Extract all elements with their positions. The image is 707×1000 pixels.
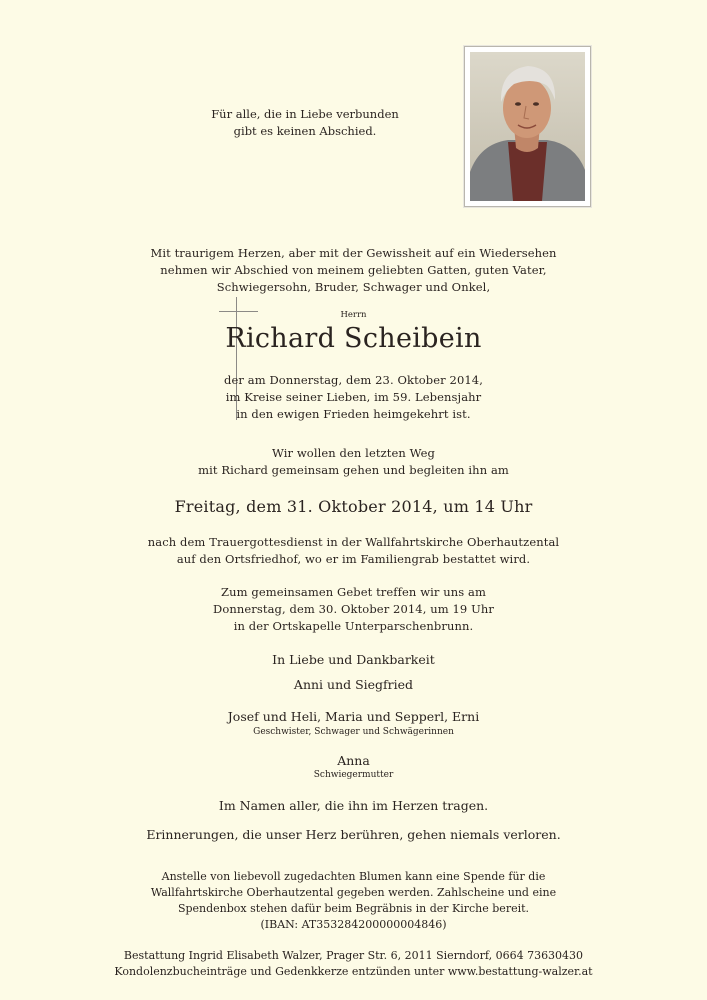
motto-line: gibt es keinen Abschied. xyxy=(233,124,377,138)
death-line: der am Donnerstag, dem 23. Oktober 2014, xyxy=(224,373,483,387)
donation-line: Wallfahrtskirche Oberhautzental gegeben werden. Zahlscheine und eine xyxy=(150,886,557,899)
mother-in-law-name: Anna xyxy=(337,753,370,768)
death-line: in den ewigen Frieden heimgekehrt ist. xyxy=(236,407,471,421)
death-line: im Kreise seiner Lieben, im 59. Lebensjahr xyxy=(225,390,482,404)
salutation: Herrn xyxy=(340,310,367,320)
intro-line: Mit traurigem Herzen, aber mit der Gewissheit auf ein Wiedersehen xyxy=(150,246,557,260)
intro-line: nehmen wir Abschied von meinem geliebten Gatten, guten Vater, xyxy=(160,263,547,277)
siblings-caption: Geschwister, Schwager und Schwägerinnen xyxy=(253,727,454,737)
funeral-home-line: Bestattung Ingrid Elisabeth Walzer, Prager Str. 6, 2011 Sierndorf, 0664 73630430 xyxy=(123,949,584,962)
service-line: nach dem Trauergottesdienst in der Wallfahrtskirche Oberhautzental xyxy=(147,535,560,549)
donation-iban: (IBAN: AT353284200000004846) xyxy=(260,918,447,931)
donation-line: Spendenbox stehen dafür beim Begräbnis in der Kirche bereit. xyxy=(177,902,530,915)
on-behalf-of-all: Im Namen aller, die ihn im Herzen tragen. xyxy=(218,798,489,813)
deceased-name: Richard Scheibein xyxy=(225,323,482,354)
closing-phrase: In Liebe und Dankbarkeit xyxy=(272,652,435,667)
memorial-quote: Erinnerungen, die unser Herz berühren, gehen niemals verloren. xyxy=(146,827,561,842)
funeral-date: Freitag, dem 31. Oktober 2014, um 14 Uhr xyxy=(174,497,533,516)
portrait-frame xyxy=(464,46,591,207)
motto xyxy=(180,106,430,140)
portrait-image xyxy=(470,52,585,201)
prayer-line: Donnerstag, dem 30. Oktober 2014, um 19 Uhr xyxy=(213,602,494,616)
condolence-line: Kondolenzbucheinträge und Gedenkkerze entzünden unter www.bestattung-walzer.at xyxy=(114,965,593,978)
siblings-names: Josef und Heli, Maria und Sepperl, Erni xyxy=(227,709,480,724)
prayer-line: in der Ortskapelle Unterparschenbrunn. xyxy=(233,619,474,633)
last-way-line: Wir wollen den letzten Weg xyxy=(272,446,435,460)
service-line: auf den Ortsfriedhof, wo er im Familiengrab bestattet wird. xyxy=(176,552,531,566)
spouse-family: Anni und Siegfried xyxy=(293,677,414,692)
prayer-line: Zum gemeinsamen Gebet treffen wir uns am xyxy=(221,585,486,599)
last-way-line: mit Richard gemeinsam gehen und begleiten ihn am xyxy=(198,463,509,477)
motto-line: Für alle, die in Liebe verbunden xyxy=(211,107,399,121)
portrait-photo xyxy=(470,52,585,201)
donation-line: Anstelle von liebevoll zugedachten Blumen kann eine Spende für die xyxy=(161,870,546,883)
mother-in-law-caption: Schwiegermutter xyxy=(313,770,394,780)
intro-line: Schwiegersohn, Bruder, Schwager und Onkel, xyxy=(216,280,491,294)
